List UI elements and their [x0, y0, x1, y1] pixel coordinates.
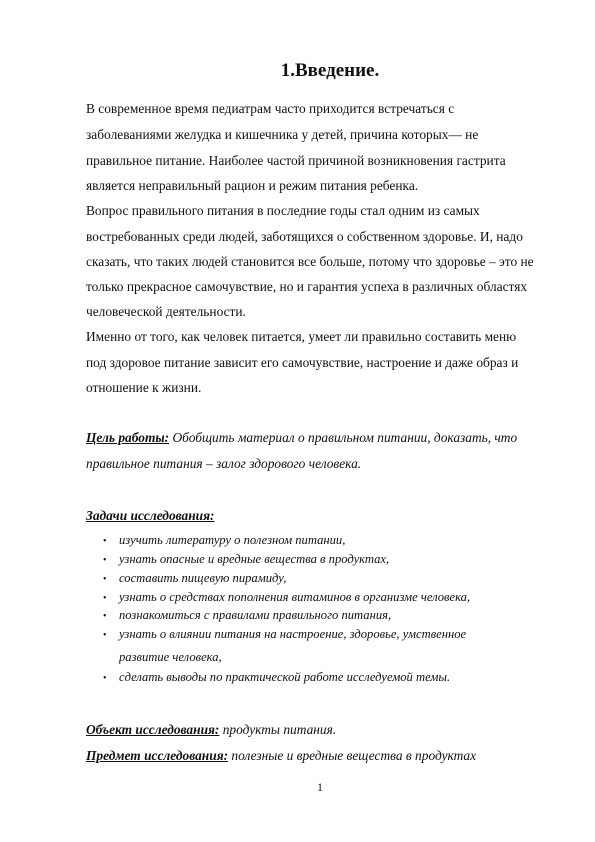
intro-line-11: под здоровое питание зависит его самочувствие, настроение и даже образ и	[86, 355, 519, 370]
task-item	[103, 670, 450, 685]
task-text: сделать выводы по практической работе исследуемой темы.	[119, 670, 451, 684]
task-item	[103, 552, 389, 567]
goal-line-2: правильное питания – залог здорового человека.	[86, 456, 362, 471]
intro-line-8: только прекрасное самочувствие, но и гарантия успеха в различных областях	[86, 279, 528, 294]
task-text: познакомиться с правилами правильного питания,	[119, 608, 392, 622]
goal-label: Цель работы:	[86, 430, 170, 445]
intro-line-12: отношение к жизни.	[86, 380, 202, 395]
subject-label: Предмет исследования:	[86, 748, 229, 763]
object-label: Объект исследования:	[86, 722, 220, 737]
object-line	[86, 722, 336, 738]
object-text: продукты питания.	[219, 722, 337, 737]
tasks-heading: Задачи исследования:	[86, 508, 215, 523]
bullet-icon: •	[103, 673, 107, 684]
task-text: узнать о средствах пополнения витаминов в организме человека,	[119, 590, 471, 604]
task-text: изучить литературу о полезном питании,	[119, 533, 346, 547]
subject-line	[86, 748, 476, 764]
goal-line-1	[86, 430, 517, 446]
bullet-icon: •	[103, 574, 107, 585]
intro-line-10: Именно от того, как человек питается, умеет ли правильно составить меню	[86, 329, 517, 344]
subject-text: полезные и вредные вещества в продуктах	[228, 748, 477, 763]
bullet-icon: •	[103, 593, 107, 604]
task-text: составить пищевую пирамиду,	[119, 571, 287, 585]
intro-line-1: В современное время педиатрам часто приходится встречаться с	[86, 101, 455, 116]
task-item	[103, 590, 470, 605]
goal-text-1: Обобщить материал о правильном питании, доказать, что	[169, 430, 518, 445]
task-item	[103, 571, 286, 586]
task-text: узнать о влиянии питания на настроение, здоровье, умственное	[119, 627, 467, 641]
task-item	[103, 608, 391, 623]
task-item-continuation: развитие человека,	[119, 650, 222, 664]
page-number: 1	[317, 780, 323, 794]
section-title: 1.Введение.	[280, 60, 380, 81]
bullet-icon: •	[103, 630, 107, 641]
bullet-icon: •	[103, 555, 107, 566]
task-item	[103, 627, 466, 642]
intro-line-5: Вопрос правильного питания в последние годы стал одним из самых	[86, 203, 480, 218]
intro-line-2: заболеваниями желудка и кишечника у детей, причина которых— не	[86, 127, 479, 142]
intro-line-9: человеческой деятельности.	[86, 304, 246, 319]
intro-line-6: востребованных среди людей, заботящихся о собственном здоровье. И, надо	[86, 229, 523, 244]
task-item	[103, 533, 345, 548]
bullet-icon: •	[103, 536, 107, 547]
bullet-icon: •	[103, 611, 107, 622]
intro-line-7: сказать, что таких людей становится все больше, потому что здоровье – это не	[86, 254, 534, 269]
intro-line-3: правильное питание. Наиболее частой причиной возникновения гастрита	[86, 153, 506, 168]
task-text: узнать опасные и вредные вещества в продуктах,	[119, 552, 390, 566]
intro-line-4: является неправильный рацион и режим питания ребенка.	[86, 178, 419, 193]
